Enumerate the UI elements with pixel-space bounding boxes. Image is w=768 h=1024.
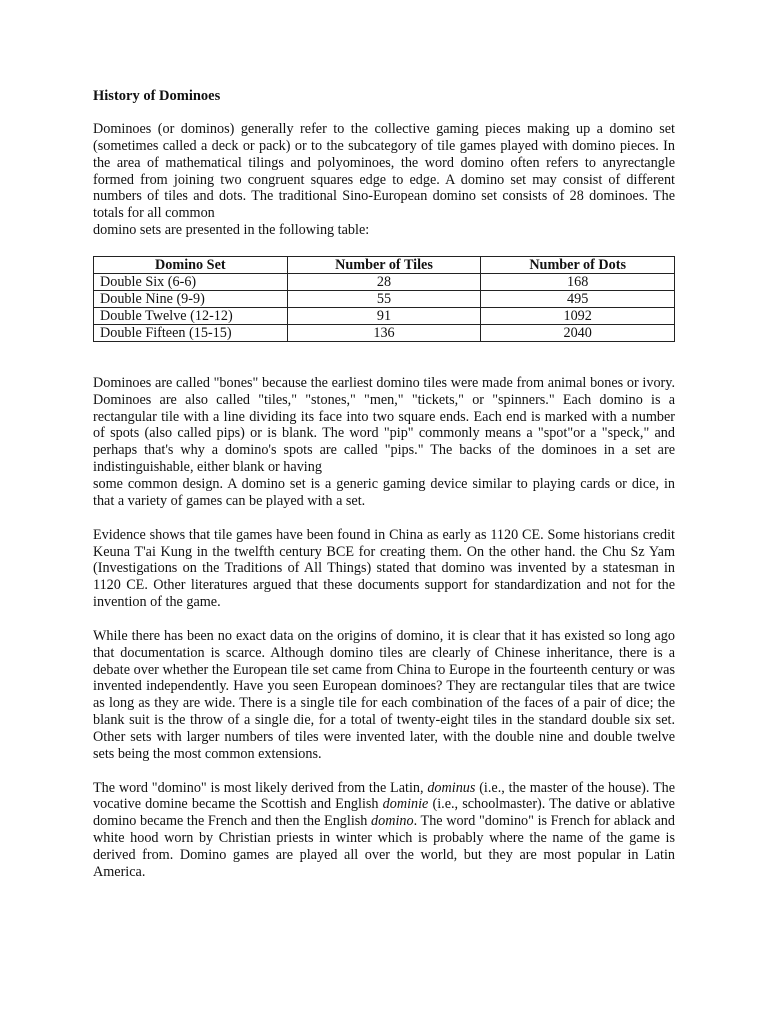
cell-tiles: 55	[287, 290, 481, 307]
document-title: History of Dominoes	[93, 88, 221, 104]
cell-set: Double Six (6-6)	[94, 273, 288, 290]
etymology-paragraph	[93, 780, 675, 881]
cell-tiles: 28	[287, 273, 481, 290]
term-domino: domino	[371, 813, 414, 830]
etymology-text-4: . The word "domino" is French for ablack and white hood worn by Christian priests in winter which is probably where the name of the game is derived from. Domino games are played all over the world, but they are most popular in Latin America.	[93, 813, 675, 880]
intro-tail: domino sets are presented in the following table:	[93, 222, 370, 239]
intro-text: Dominoes (or dominos) generally refer to the collective gaming pieces making up a domino set (sometimes called a deck or pack) or to the subcategory of tile games played with domino pieces. In the area of mathematical tilings and polyominoes, the word domino often refers to anyrectangle formed from joining two congruent squares edge to edge. A domino set may consist of different numbers of tiles and dots. The traditional Sino-European domino set consists of 28 dominoes. The totals for all common	[93, 121, 675, 222]
cell-set: Double Fifteen (15-15)	[94, 324, 288, 341]
bones-paragraph	[93, 375, 675, 510]
table-row	[94, 290, 675, 307]
cell-dots: 2040	[481, 324, 675, 341]
evidence-paragraph: Evidence shows that tile games have been found in China as early as 1120 CE. Some historians credit Keuna T'ai Kung in the twelfth century BCE for creating them. On the other hand. the Chu Sz Yam (Investigations on the Traditions of All Things) stated that domino was invented by a statesman in 1120 CE. Other literatures argued that these documents support for standardization and not for the invention of the game.	[93, 526, 675, 611]
etymology-text-3: (i.e., schoolmaster). The dative or ablative domino became the French and then the English	[93, 796, 675, 830]
header-domino-set: Domino Set	[94, 256, 288, 273]
header-number-of-tiles: Number of Tiles	[287, 256, 481, 273]
term-dominus: dominus	[427, 779, 476, 796]
table-row	[94, 324, 675, 341]
cell-dots: 168	[481, 273, 675, 290]
bones-text-b: some common design. A domino set is a generic gaming device similar to playing cards or dice, in that a variety of games can be played with a set.	[93, 475, 675, 509]
cell-set: Double Nine (9-9)	[94, 290, 288, 307]
bones-text-a: Dominoes are called "bones" because the earliest domino tiles were made from animal bones or ivory. Dominoes are also called "tiles," "stones," "men," "tickets," or "spinners." Each domino is a rectangular tile with a line dividing its face into two square ends. Each end is marked with a number of spots (also called pips) or is blank. The word "pip" commonly means a "spot"or a "speck," and perhaps that's why a domino's spots are called "pips." The backs of the dominoes in a set are indistinguishable, either blank or having	[93, 374, 675, 476]
table-row	[94, 273, 675, 290]
origins-paragraph: While there has been no exact data on the origins of domino, it is clear that it has existed so long ago that documentation is scarce. Although domino tiles are clearly of Chinese inheritance, there is a debate over whether the European tile set came from China to Europe in the fourteenth century or was invented independently. Have you seen European dominoes? They are rectangular tiles that are twice as long as they are wide. There is a single tile for each combination of the faces of a pair of dice; the blank suit is the throw of a single die, for a total of twenty-eight tiles in the standard double six set. Other sets with larger numbers of tiles were invented later, with the double nine and double twelve sets being the most common extensions.	[93, 627, 675, 762]
cell-dots: 495	[481, 290, 675, 307]
table-row	[94, 307, 675, 324]
cell-set: Double Twelve (12-12)	[94, 307, 288, 324]
term-dominie: dominie	[382, 796, 429, 813]
etymology-text-1: The word "domino" is most likely derived from the Latin,	[93, 779, 428, 796]
header-number-of-dots: Number of Dots	[481, 256, 675, 273]
document-page	[93, 88, 675, 881]
domino-sets-table	[93, 256, 675, 342]
cell-tiles: 91	[287, 307, 481, 324]
cell-dots: 1092	[481, 307, 675, 324]
etymology-text-2: (i.e., the master of the house). The vocative domine became the Scottish and English	[93, 779, 675, 813]
intro-paragraph	[93, 121, 675, 239]
cell-tiles: 136	[287, 324, 481, 341]
table-header-row	[94, 256, 675, 273]
